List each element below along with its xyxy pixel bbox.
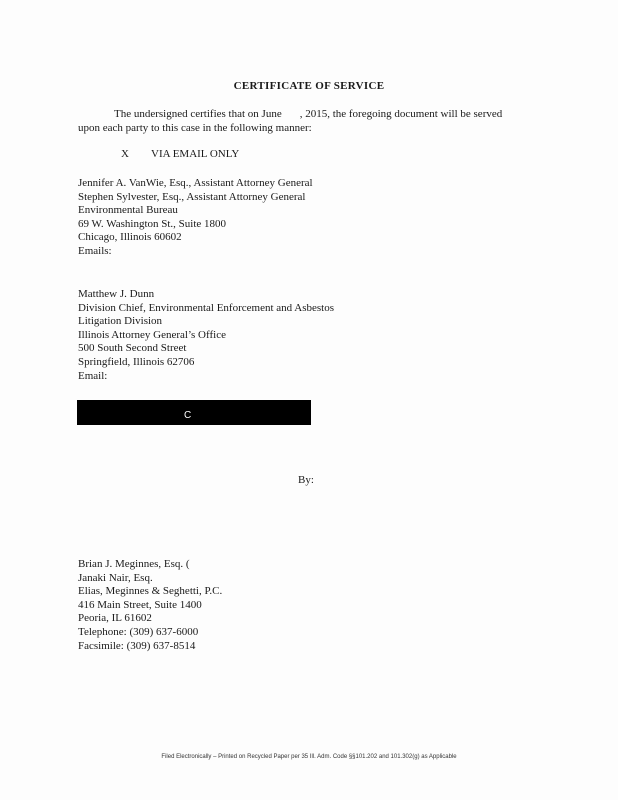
address-line: Emails: [78,244,112,257]
address-line: Litigation Division [78,315,163,328]
address-line: Division Chief, Environmental Enforcement and Asbestos [78,301,335,314]
signatory-line: Peoria, IL 61602 [78,612,152,625]
certificate-title: CERTIFICATE OF SERVICE [233,80,385,92]
address-line: 500 South Second Street [78,342,187,355]
address-line: Email: [78,369,108,382]
signatory-line: Janaki Nair, Esq. [78,571,153,584]
intro-line-2: upon each party to this case in the following manner: [78,122,312,134]
address-line: 69 W. Washington St., Suite 1800 [78,217,227,230]
address-line: Springfield, Illinois 62706 [78,355,195,368]
intro-text-part-1: The undersigned certifies that on June [114,108,282,120]
signatory-line: 416 Main Street, Suite 1400 [78,598,202,611]
address-line: Environmental Bureau [78,204,178,217]
signatory-line: Telephone: (309) 637-6000 [78,625,199,638]
redaction-character: C [184,410,192,421]
service-method [121,148,239,160]
recipient-block-division-chief [78,288,334,383]
service-method-label: VIA EMAIL ONLY [151,148,240,160]
address-line: Chicago, Illinois 60602 [78,231,182,244]
address-line: Matthew J. Dunn [78,288,155,300]
signatory-line: Elias, Meginnes & Seghetti, P.C. [78,585,223,598]
address-line: Jennifer A. VanWie, Esq., Assistant Attorney General [78,177,313,189]
service-method-mark: X [121,148,129,160]
intro-text-part-2: , 2015, the foregoing document will be served [299,108,503,120]
intro-line-1 [78,107,558,121]
signatory-line: Facsimile: (309) 637-8514 [78,639,196,652]
signatory-block [78,558,222,653]
recipient-block-attorney-general [78,177,313,259]
filing-footer: Filed Electronically – Printed on Recycled Paper per 35 Ill. Adm. Code §§101.202 and 101.302(g) as Applicable [161,754,457,760]
redaction-bar [77,400,311,425]
address-line: Illinois Attorney General’s Office [78,328,226,341]
intro-paragraph [78,107,558,135]
signature-by-label: By: [298,474,314,486]
signatory-line: Brian J. Meginnes, Esq. ( [78,558,190,570]
address-line: Stephen Sylvester, Esq., Assistant Attorney General [78,190,306,203]
